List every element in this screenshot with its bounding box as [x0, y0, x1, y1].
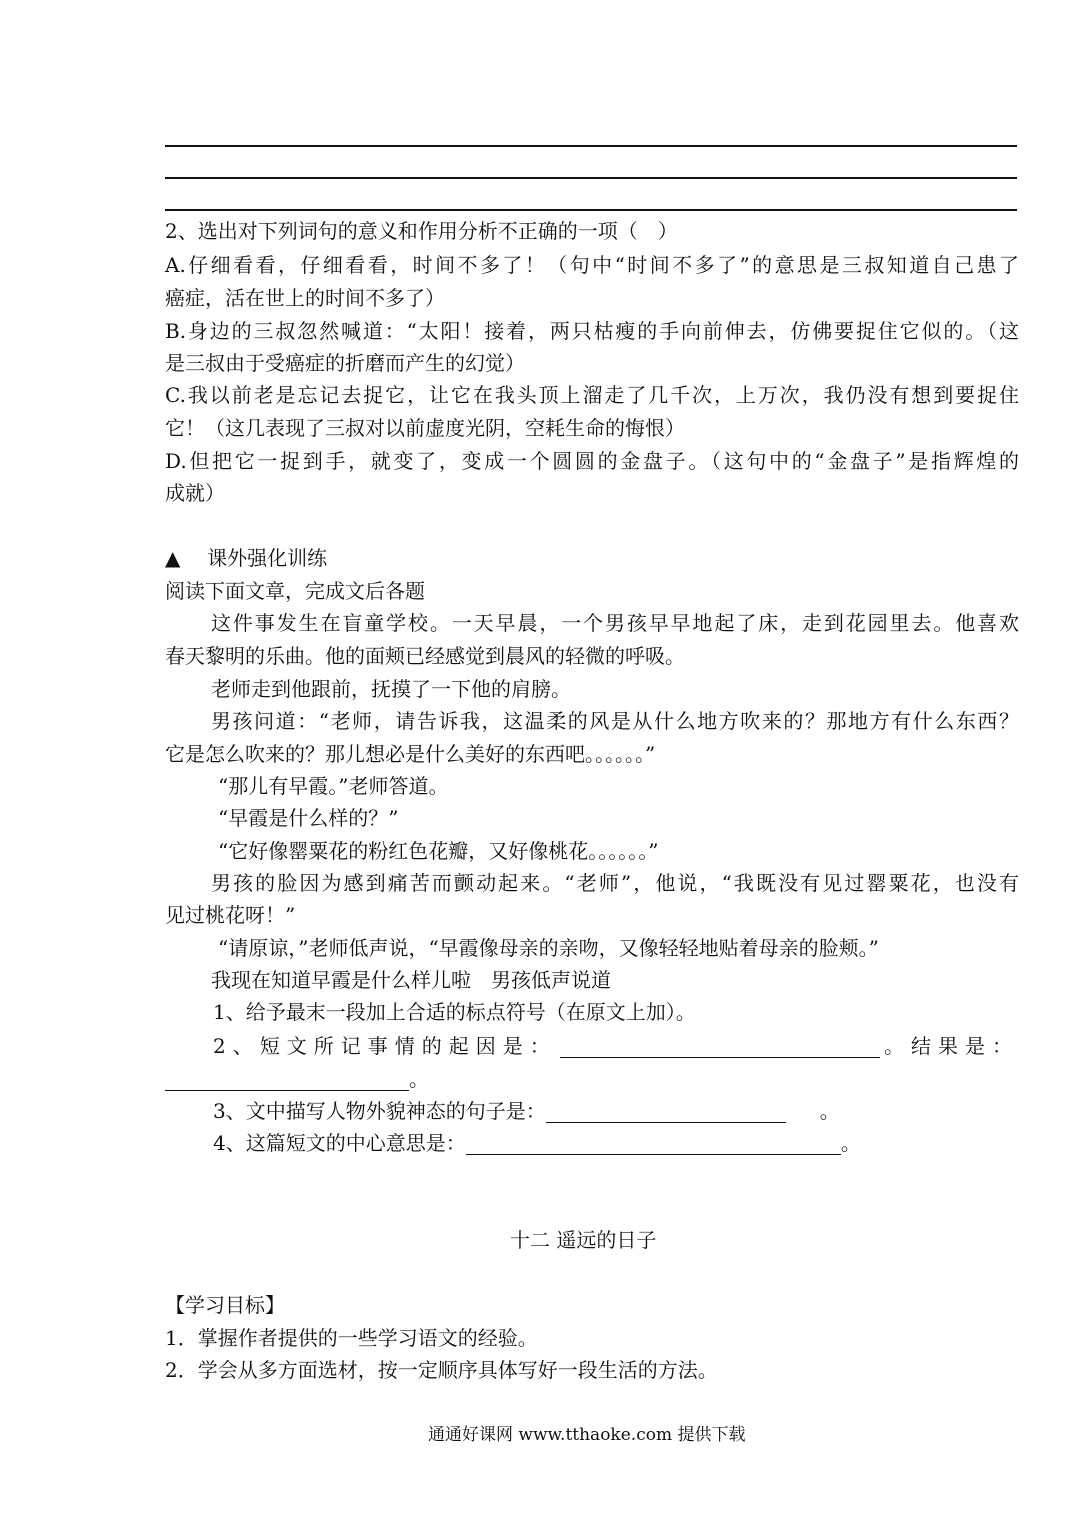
- subquestion-2: [213, 1034, 1019, 1058]
- learning-goals-heading: 【学习目标】: [165, 1293, 285, 1317]
- paragraph-1-line-1: 这件事发生在盲童学校。一天早晨，一个男孩早早地起了床，走到花园里去。他喜欢: [211, 611, 1019, 635]
- option-d-line-1: D.但把它一捉到手，就变了，变成一个圆圆的金盘子。（这句中的“金盘子”是指辉煌的: [165, 449, 1019, 473]
- triangle-marker-icon: ▲: [165, 546, 181, 570]
- answer-blank-cause[interactable]: [560, 1037, 880, 1058]
- lesson-title: 十二 遥远的日子: [510, 1228, 657, 1252]
- subquestion-1: 1、给予最末一段加上合适的标点符号（在原文上加）。: [213, 1000, 696, 1024]
- paragraph-6: “它好像罂粟花的粉红色花瓣，又好像桃花。。。。。。”: [218, 839, 659, 863]
- answer-line-3: [165, 209, 1017, 211]
- subquestion-2-line-2: [165, 1067, 1019, 1091]
- option-c-line-1: C.我以前老是忘记去捉它，让它在我头顶上溜走了几千次，上万次，我仍没有想到要捉住: [165, 383, 1019, 407]
- option-a-line-1: A.仔细看看，仔细看看，时间不多了！（句中“时间不多了”的意思是三叔知道自己患了: [165, 253, 1019, 277]
- option-a-line-2: 癌症，活在世上的时间不多了）: [165, 286, 445, 310]
- subquestion-4: [213, 1131, 1019, 1155]
- reading-instruction: 阅读下面文章，完成文后各题: [165, 579, 425, 603]
- paragraph-8: “请原谅，”老师低声说，“早霞像母亲的亲吻，又像轻轻地贴着母亲的脸颊。”: [218, 936, 879, 960]
- option-c-line-2: 它！（这几表现了三叔对以前虚度光阴，空耗生命的悔恨）: [165, 416, 685, 440]
- paragraph-9: 我现在知道早霞是什么样儿啦 男孩低声说道: [211, 968, 611, 992]
- paragraph-3-line-2: 它是怎么吹来的？那儿想必是什么美好的东西吧。。。。。。”: [165, 742, 656, 766]
- subquestion-2-mid: 。结果是：: [883, 1034, 1019, 1058]
- paragraph-3-line-1: 男孩问道：“老师，请告诉我，这温柔的风是从什么地方吹来的？那地方有什么东西？: [211, 709, 1019, 733]
- paragraph-2: 老师走到他跟前，抚摸了一下他的肩膀。: [211, 677, 571, 701]
- option-b-line-2: 是三叔由于受癌症的折磨而产生的幻觉）: [165, 351, 525, 375]
- option-d-line-2: 成就）: [165, 481, 225, 505]
- subquestion-2-end: 。: [409, 1067, 429, 1091]
- question-2-stem: 2、选出对下列词句的意义和作用分析不正确的一项（ ）: [165, 219, 678, 243]
- subquestion-3-end: 。: [819, 1099, 840, 1123]
- subquestion-2-prefix: 2、短文所记事情的起因是：: [213, 1034, 557, 1058]
- learning-goal-1: 1．掌握作者提供的一些学习语文的经验。: [165, 1326, 538, 1350]
- answer-blank-main-idea[interactable]: [466, 1134, 841, 1155]
- subquestion-3-prefix: 3、文中描写人物外貌神态的句子是：: [213, 1099, 546, 1123]
- paragraph-7-line-1: 男孩的脸因为感到痛苦而颤动起来。“老师”，他说，“我既没有见过罂粟花，也没有: [211, 871, 1019, 895]
- answer-blank-description[interactable]: [546, 1102, 786, 1123]
- paragraph-1-line-2: 春天黎明的乐曲。他的面颊已经感觉到晨风的轻微的呼吸。: [165, 644, 685, 668]
- paragraph-5: “早霞是什么样的？”: [218, 806, 399, 830]
- page-footer: 通通好课网 www.tthaoke.com 提供下载: [428, 1425, 746, 1445]
- section-heading-text: 课外强化训练: [207, 546, 328, 570]
- answer-line-1: [165, 145, 1017, 147]
- subquestion-3: [213, 1099, 1019, 1123]
- answer-line-2: [165, 177, 1017, 179]
- paragraph-4: “那儿有早霞。”老师答道。: [218, 774, 449, 798]
- paragraph-7-line-2: 见过桃花呀！”: [165, 903, 296, 927]
- subquestion-4-end: 。: [840, 1131, 861, 1155]
- learning-goal-2: 2．学会从多方面选材，按一定顺序具体写好一段生活的方法。: [165, 1358, 718, 1382]
- option-b-line-1: B.身边的三叔忽然喊道：“太阳！接着，两只枯瘦的手向前伸去，仿佛要捉住它似的。（这: [165, 319, 1019, 343]
- subquestion-4-prefix: 4、这篇短文的中心意思是：: [213, 1131, 466, 1155]
- section-heading: [165, 546, 1019, 570]
- answer-blank-result[interactable]: [165, 1070, 409, 1091]
